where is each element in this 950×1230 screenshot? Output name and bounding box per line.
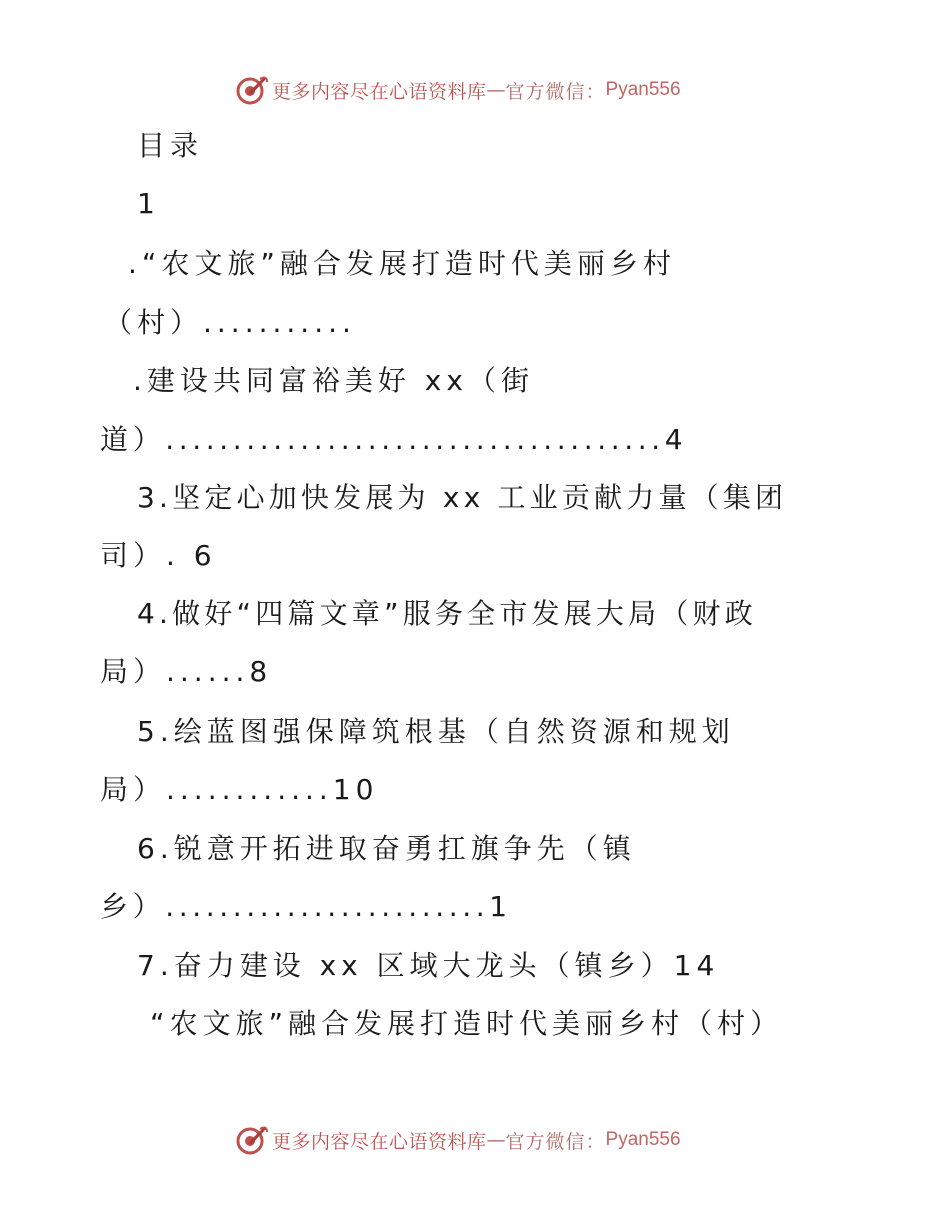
quill-logo-icon [234, 1123, 268, 1157]
banner-wechat-handle: Pyan556 [605, 1129, 681, 1150]
toc-line: 1 [137, 187, 160, 220]
toc-line: 5.绘蓝图强保障筑根基（自然资源和规划 [137, 715, 735, 748]
banner-dash: — [486, 1129, 506, 1151]
toc-line: 6.锐意开拓进取奋勇扛旗争先（镇 [137, 832, 636, 865]
toc-line: .建设共同富裕美好 xx（街 [133, 364, 534, 397]
toc-line: 3.坚定心加快发展为 xx 工业贡献力量（集团 [137, 481, 788, 514]
banner-wechat-label: 官方微信： [505, 1130, 606, 1153]
toc-line: 4.做好“四篇文章”服务全市发展大局（财政 [137, 597, 757, 630]
header-watermark-banner [234, 70, 681, 110]
quill-logo-icon [234, 73, 268, 107]
toc-line: 司）. 6 [100, 539, 217, 572]
banner-brand-text: 更多内容尽在心语资料库 [272, 80, 487, 103]
footer-watermark-banner [234, 1120, 681, 1160]
banner-dash: — [486, 79, 506, 101]
banner-wechat-handle: Pyan556 [605, 79, 681, 100]
toc-line: 7.奋力建设 xx 区域大龙头（镇乡）14 [137, 949, 720, 982]
toc-line: 局）......8 [100, 655, 273, 688]
toc-line: 道）.....................................4 [100, 423, 688, 456]
toc-line: （村）........... [104, 306, 356, 339]
banner-brand-text: 更多内容尽在心语资料库 [272, 1130, 487, 1153]
toc-line: .“农文旅”融合发展打造时代美丽乡村 [128, 247, 676, 280]
toc-line: 乡）........................1 [100, 890, 512, 923]
banner-wechat-label: 官方微信： [505, 80, 606, 103]
toc-line: 局）............10 [100, 773, 379, 806]
section-title: “农文旅”融合发展打造时代美丽乡村（村） [150, 1007, 784, 1040]
toc-heading: 目录 [137, 129, 204, 162]
